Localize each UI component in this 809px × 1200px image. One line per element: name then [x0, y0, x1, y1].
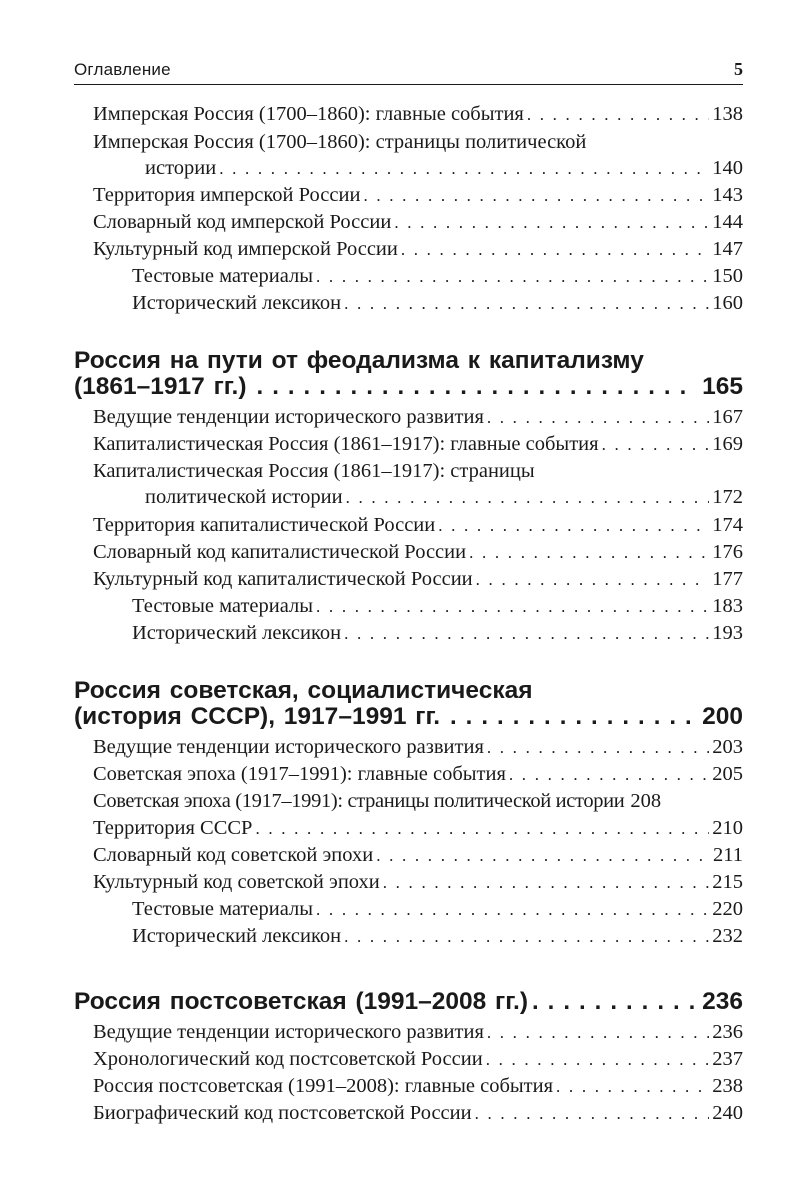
- leader-dots: [527, 101, 709, 129]
- entry-page: 211: [713, 844, 743, 866]
- toc-entry[interactable]: [93, 787, 743, 815]
- entry-title: Культурный код советской эпохи: [93, 871, 380, 893]
- entry-title: Тестовые материалы: [132, 595, 314, 617]
- leader-dots: [602, 431, 710, 459]
- part-heading[interactable]: Россия на пути от феодализма к капитализму: [74, 347, 644, 374]
- leader-dots: [255, 815, 709, 843]
- leader-dots: [394, 209, 709, 237]
- entry-page: 215: [712, 871, 743, 893]
- header-page-number: 5: [734, 59, 743, 79]
- part-heading[interactable]: Россия советская, социалистическая: [74, 677, 533, 704]
- part-page: 236: [702, 988, 743, 1015]
- toc-entry[interactable]: [93, 1018, 743, 1046]
- leader-dots: [438, 512, 709, 540]
- leader-dots: [487, 1019, 709, 1047]
- toc-subentry[interactable]: [132, 592, 743, 620]
- toc-entry[interactable]: [93, 814, 743, 842]
- entry-page: 140: [712, 157, 743, 179]
- leader-dots: [401, 236, 709, 264]
- toc-entry[interactable]: [93, 1045, 743, 1073]
- toc-subentry[interactable]: [132, 895, 743, 923]
- entry-page: 177: [712, 568, 743, 590]
- entry-page: 220: [712, 898, 743, 920]
- leader-dots: [344, 290, 709, 318]
- toc-entry[interactable]: [93, 565, 743, 593]
- leader-dots: [556, 1073, 709, 1101]
- part-heading-row[interactable]: [74, 986, 743, 1018]
- leader-dots: [476, 566, 710, 594]
- toc-entry-line[interactable]: Имперская Россия (1700–1860): страницы политической: [93, 131, 587, 153]
- entry-page: 208: [630, 790, 662, 812]
- part-title: (1861–1917 гг.): [74, 373, 247, 400]
- leader-dots: [450, 701, 696, 733]
- toc-entry[interactable]: [93, 181, 743, 209]
- entry-page: 240: [712, 1102, 743, 1124]
- entry-page: 138: [712, 103, 743, 125]
- entry-title: Словарный код капиталистической России: [93, 541, 467, 563]
- entry-page: 183: [712, 595, 743, 617]
- entry-page: 203: [712, 736, 743, 758]
- entry-title: Исторический лексикон: [132, 925, 342, 947]
- part-page: 165: [702, 373, 743, 400]
- leader-dots: [475, 1100, 710, 1128]
- entry-page: 210: [712, 817, 743, 839]
- leader-dots: [363, 182, 709, 210]
- entry-title: Хронологический код постсоветской России: [93, 1048, 483, 1070]
- leader-dots: [383, 869, 710, 897]
- entry-title: Биографический код постсоветской России: [93, 1102, 472, 1124]
- entry-title: Территория СССР: [93, 817, 253, 839]
- entry-page: 237: [712, 1048, 743, 1070]
- entry-title: Культурный код имперской России: [93, 238, 398, 260]
- entry-title: Территория капиталистической России: [93, 514, 436, 536]
- entry-title: Ведущие тенденции исторического развития: [93, 406, 484, 428]
- toc-subentry[interactable]: [132, 262, 743, 290]
- part-title: (история СССР), 1917–1991 гг.: [74, 703, 441, 730]
- toc-entry[interactable]: [93, 100, 743, 128]
- entry-title: Исторический лексикон: [132, 622, 342, 644]
- entry-title: Советская эпоха (1917–1991): главные события: [93, 763, 506, 785]
- entry-page: 172: [712, 486, 743, 508]
- leader-dots: [346, 484, 710, 512]
- leader-dots: [344, 620, 709, 648]
- entry-title: Тестовые материалы: [132, 265, 314, 287]
- entry-title: Исторический лексикон: [132, 292, 342, 314]
- entry-title: Тестовые материалы: [132, 898, 314, 920]
- leader-dots: [344, 923, 709, 951]
- toc-subentry[interactable]: [132, 922, 743, 950]
- entry-page: 174: [712, 514, 743, 536]
- entry-page: 193: [712, 622, 743, 644]
- leader-dots: [316, 593, 709, 621]
- leader-dots: [487, 404, 709, 432]
- toc-entry[interactable]: [93, 235, 743, 263]
- entry-page: 238: [712, 1075, 743, 1097]
- entry-title: Капиталистическая Россия (1861–1917): главные события: [93, 433, 599, 455]
- toc-entry[interactable]: [93, 430, 743, 458]
- part-heading-row[interactable]: [74, 701, 743, 733]
- entry-title: Имперская Россия (1700–1860): главные события: [93, 103, 524, 125]
- toc-entry[interactable]: [145, 154, 743, 182]
- entry-page: 232: [712, 925, 743, 947]
- part-heading-row[interactable]: [74, 371, 743, 403]
- entry-page: 167: [712, 406, 743, 428]
- leader-dots: [376, 842, 710, 870]
- header-title: Оглавление: [74, 60, 171, 79]
- toc-entry[interactable]: [93, 538, 743, 566]
- running-header: [74, 60, 743, 85]
- toc-entry[interactable]: [93, 733, 743, 761]
- toc-entry[interactable]: [93, 841, 743, 869]
- toc-entry[interactable]: [145, 483, 743, 511]
- entry-title: Советская эпоха (1917–1991): страницы политической истории: [93, 790, 625, 812]
- entry-page: 236: [712, 1021, 743, 1043]
- toc-entry[interactable]: [93, 1099, 743, 1127]
- entry-title: Ведущие тенденции исторического развития: [93, 1021, 484, 1043]
- entry-page: 147: [712, 238, 743, 260]
- entry-page: 160: [712, 292, 743, 314]
- leader-dots: [487, 734, 709, 762]
- entry-title: политической истории: [145, 486, 343, 508]
- leader-dots: [316, 263, 709, 291]
- entry-page: 205: [712, 763, 743, 785]
- entry-title: Ведущие тенденции исторического развития: [93, 736, 484, 758]
- entry-page: 169: [712, 433, 743, 455]
- entry-title: Территория имперской России: [93, 184, 361, 206]
- part-title: Россия постсоветская (1991–2008 гг.): [74, 988, 528, 1015]
- toc-entry[interactable]: [93, 868, 743, 896]
- toc-entry[interactable]: [93, 511, 743, 539]
- toc-entry[interactable]: [93, 760, 743, 788]
- entry-page: 176: [712, 541, 743, 563]
- entry-page: 150: [712, 265, 743, 287]
- leader-dots: [257, 371, 697, 403]
- entry-page: 144: [712, 211, 743, 233]
- leader-dots: [316, 896, 709, 924]
- entry-title: Культурный код капиталистической России: [93, 568, 473, 590]
- leader-dots: [486, 1046, 710, 1074]
- toc-entry[interactable]: [93, 403, 743, 431]
- part-page: 200: [702, 703, 743, 730]
- toc-entry[interactable]: [93, 1072, 743, 1100]
- entry-title: Словарный код советской эпохи: [93, 844, 374, 866]
- leader-dots: [509, 761, 709, 789]
- entry-title: Словарный код имперской России: [93, 211, 392, 233]
- toc-entry[interactable]: [93, 208, 743, 236]
- entry-title: Россия постсоветская (1991–2008): главные события: [93, 1075, 554, 1097]
- leader-dots: [532, 986, 696, 1018]
- toc-subentry[interactable]: [132, 289, 743, 317]
- toc-subentry[interactable]: [132, 619, 743, 647]
- entry-page: 143: [712, 184, 743, 206]
- leader-dots: [469, 539, 709, 567]
- toc-entry-line[interactable]: Капиталистическая Россия (1861–1917): страницы: [93, 460, 535, 482]
- entry-title: истории: [145, 157, 217, 179]
- leader-dots: [219, 155, 709, 183]
